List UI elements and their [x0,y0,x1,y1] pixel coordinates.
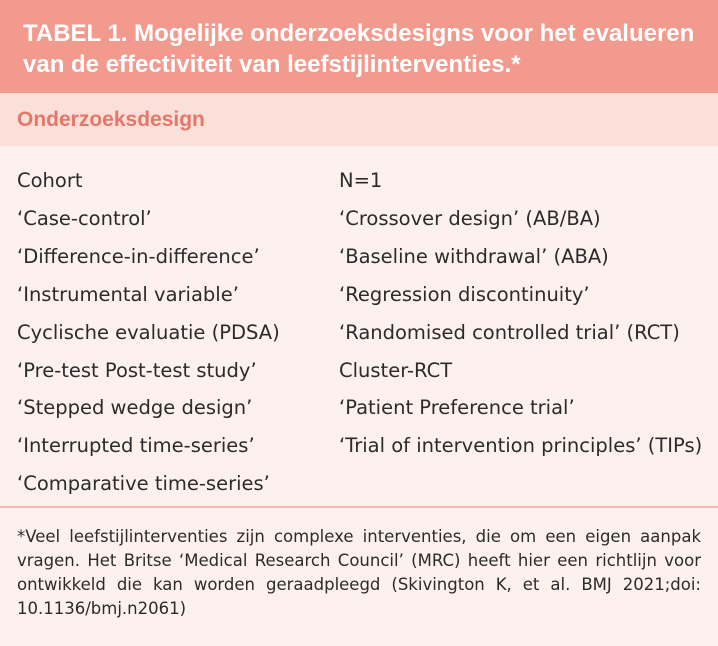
footnote-divider [0,506,718,508]
list-item: ‘Patient Preference trial’ [339,396,575,420]
table-number: TABEL 1. [23,20,128,47]
list-item: ‘Trial of intervention principles’ (TIPs) [339,434,703,458]
list-item: ‘Crossover design’ (AB/BA) [339,206,601,230]
list-item: ‘Comparative time-series’ [17,472,270,496]
design-list-left [17,162,280,503]
list-item: Cyclische evaluatie (PDSA) [17,320,280,344]
list-item: ‘Baseline withdrawal’ (ABA) [339,244,609,268]
list-item: ‘Case-control’ [17,206,152,230]
list-item: Cohort [17,169,83,192]
list-item: ‘Regression discontinuity’ [339,282,590,306]
table-caption: Mogelijke onderzoeksdesigns voor het evalueren van de effectiviteit van leefstijlinterventies.* [23,20,695,78]
list-item: ‘Pre-test Post-test study’ [17,358,257,382]
footnote: *Veel leefstijlinterventies zijn complexe interventies, die om een eigen aanpak vragen. Het Britse ‘Medical Research Council’ (MRC) heeft hier een richtlijn voor ontwikkeld die kan worden geraadpleegd (Skivington K, et al. BMJ 2021;doi: 10.1136/bmj.n2061) [17,527,701,618]
list-item: ‘Instrumental variable’ [17,282,239,306]
list-item: ‘Interrupted time-series’ [17,434,255,458]
list-item: ‘Stepped wedge design’ [17,396,253,420]
list-item: ‘Randomised controlled trial’ (RCT) [339,320,680,344]
table-title [0,0,718,93]
list-item: N=1 [339,169,383,192]
list-item: Cluster-RCT [339,358,453,382]
column-header: Onderzoeksdesign [0,93,718,146]
list-item: ‘Difference-in-difference’ [17,244,260,268]
design-list-right [339,162,702,465]
